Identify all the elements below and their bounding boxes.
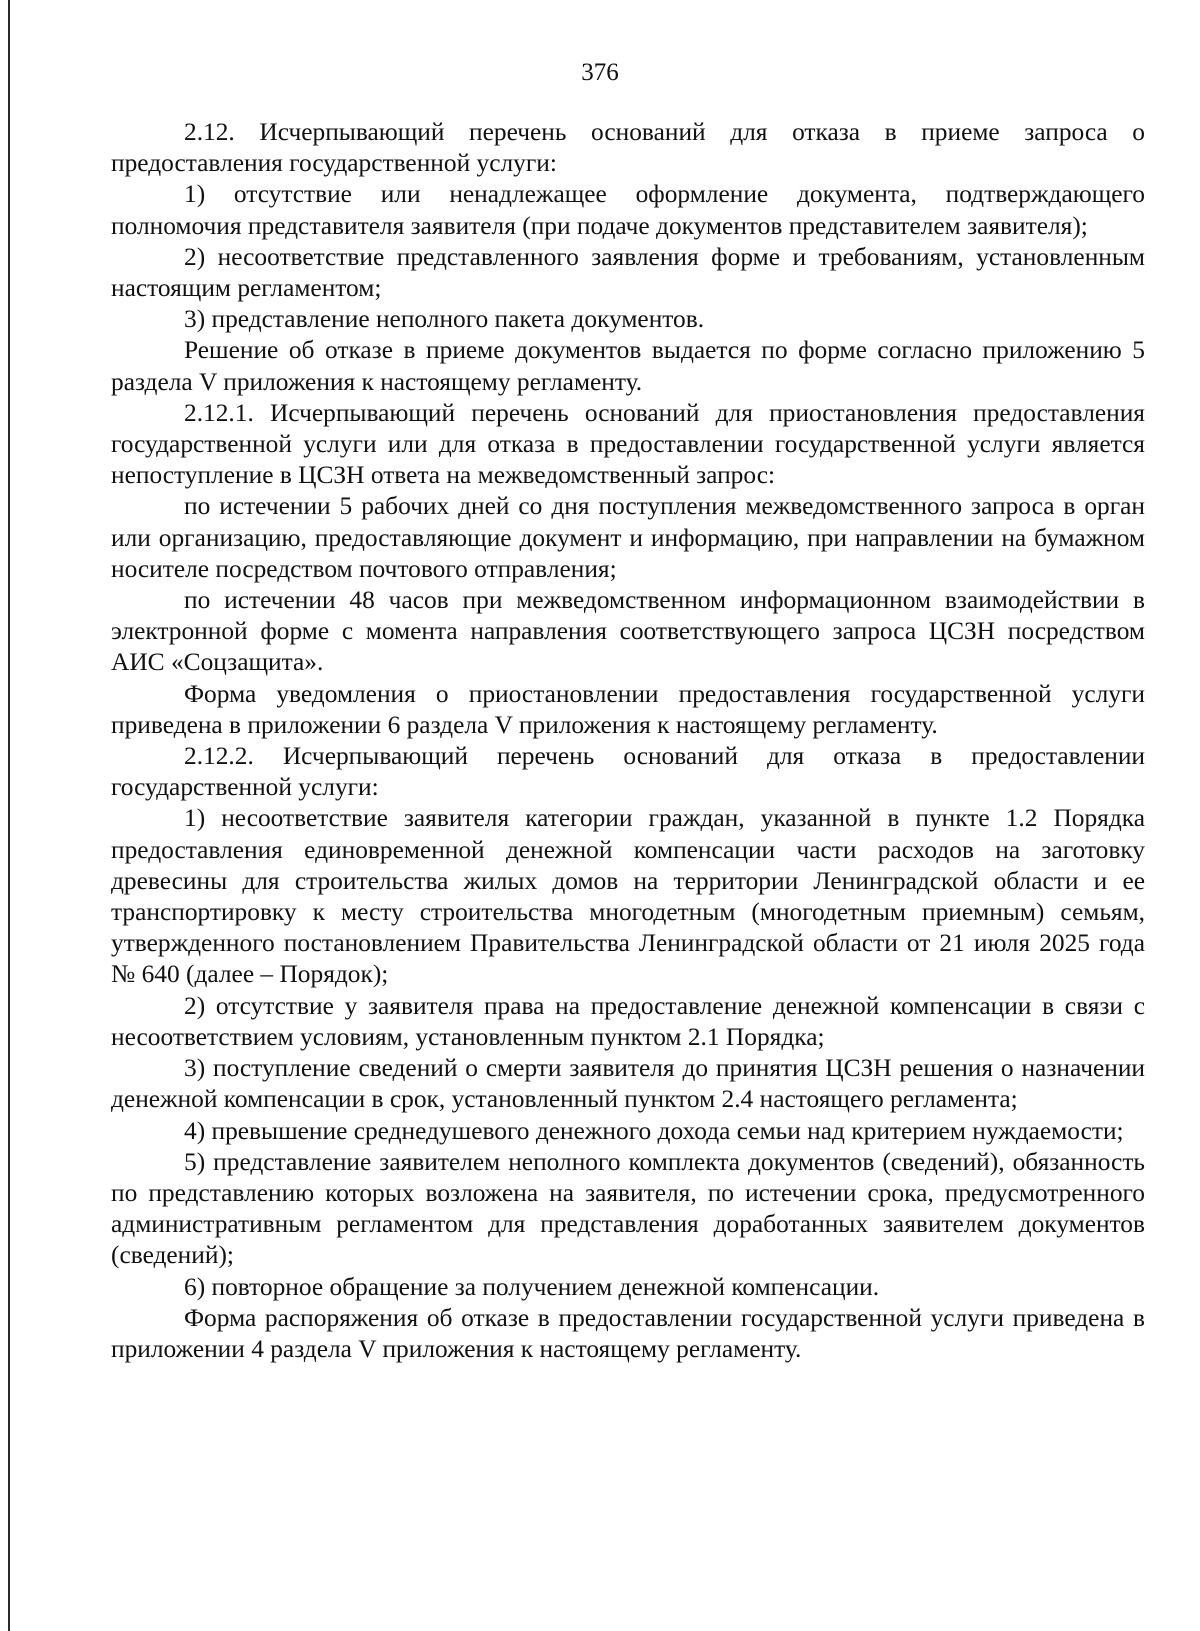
paragraph-2-12: 2.12. Исчерпывающий перечень оснований для отказа в приеме запроса о предоставления государственной услуги: [111, 118, 1145, 178]
paragraph-2-12-2: 2.12.2. Исчерпывающий перечень оснований для отказа в предоставлении государственной услуги: [111, 742, 1145, 802]
paragraph-deadline-paper: по истечении 5 рабочих дней со дня поступления межведомственного запроса в орган или организацию, предоставляющие документ и информацию, при направлении на бумажном носителе посредством почтового отправления; [111, 492, 1145, 583]
refusal-item-6: 6) повторное обращение за получением денежной компенсации. [184, 1272, 880, 1301]
scan-edge-line [8, 0, 10, 1631]
paragraph-refusal-order-form: Форма распоряжения об отказе в предоставлении государственной услуги приведена в приложении 4 раздела V приложения к настоящему регламенту. [111, 1303, 1145, 1363]
document-body [111, 117, 1145, 1365]
refusal-item-5: 5) представление заявителем неполного комплекта документов (сведений), обязанность по представлению которых возложена на заявителя, по истечении срока, предусмотренного административным регламентом для представления доработанных заявителем документов (сведений); [111, 1147, 1145, 1270]
refusal-item-3: 3) поступление сведений о смерти заявителя до принятия ЦСЗН решения о назначении денежной компенсации в срок, установленный пунктом 2.4 настоящего регламента; [111, 1054, 1145, 1114]
paragraph-refusal-decision: Решение об отказе в приеме документов выдается по форме согласно приложению 5 раздела V приложения к настоящему регламенту. [111, 336, 1145, 396]
refusal-item-2: 2) отсутствие у заявителя права на предоставление денежной компенсации в связи с несоответствием условиям, установленным пунктом 2.1 Порядка; [111, 991, 1145, 1051]
refusal-item-4: 4) превышение среднедушевого денежного дохода семьи над критерием нуждаемости; [184, 1116, 1124, 1145]
page-number: 376 [581, 59, 619, 86]
list-item-2: 2) несоответствие представленного заявления форме и требованиям, установленным настоящим регламентом; [111, 242, 1145, 303]
list-item-3: 3) представление неполного пакета документов. [184, 305, 705, 334]
refusal-item-1: 1) несоответствие заявителя категории граждан, указанной в пункте 1.2 Порядка предоставления единовременной денежной компенсации части расходов на заготовку древесины для строительства жилых домов на территории Ленинградской области и ее транспортировку к месту строительства многодетным (многодетным приемным) семьям, утвержденного постановлением Правительства Ленинградской области от 21 июля 2025 года № 640 (далее – Порядок); [111, 804, 1145, 989]
list-item-1: 1) отсутствие или ненадлежащее оформление документа, подтверждающего полномочия представителя заявителя (при подаче документов представителем заявителя); [111, 180, 1145, 240]
paragraph-suspension-form: Форма уведомления о приостановлении предоставления государственной услуги приведена в приложении 6 раздела V приложения к настоящему регламенту. [111, 679, 1145, 739]
paragraph-deadline-electronic: по истечении 48 часов при межведомственном информационном взаимодействии в электронной форме с момента направления соответствующего запроса ЦСЗН посредством АИС «Соцзащита». [111, 586, 1145, 677]
paragraph-2-12-1: 2.12.1. Исчерпывающий перечень оснований для приостановления предоставления государственной услуги или для отказа в предоставлении государственной услуги является непоступление в ЦСЗН ответа на межведомственный запрос: [111, 398, 1145, 490]
